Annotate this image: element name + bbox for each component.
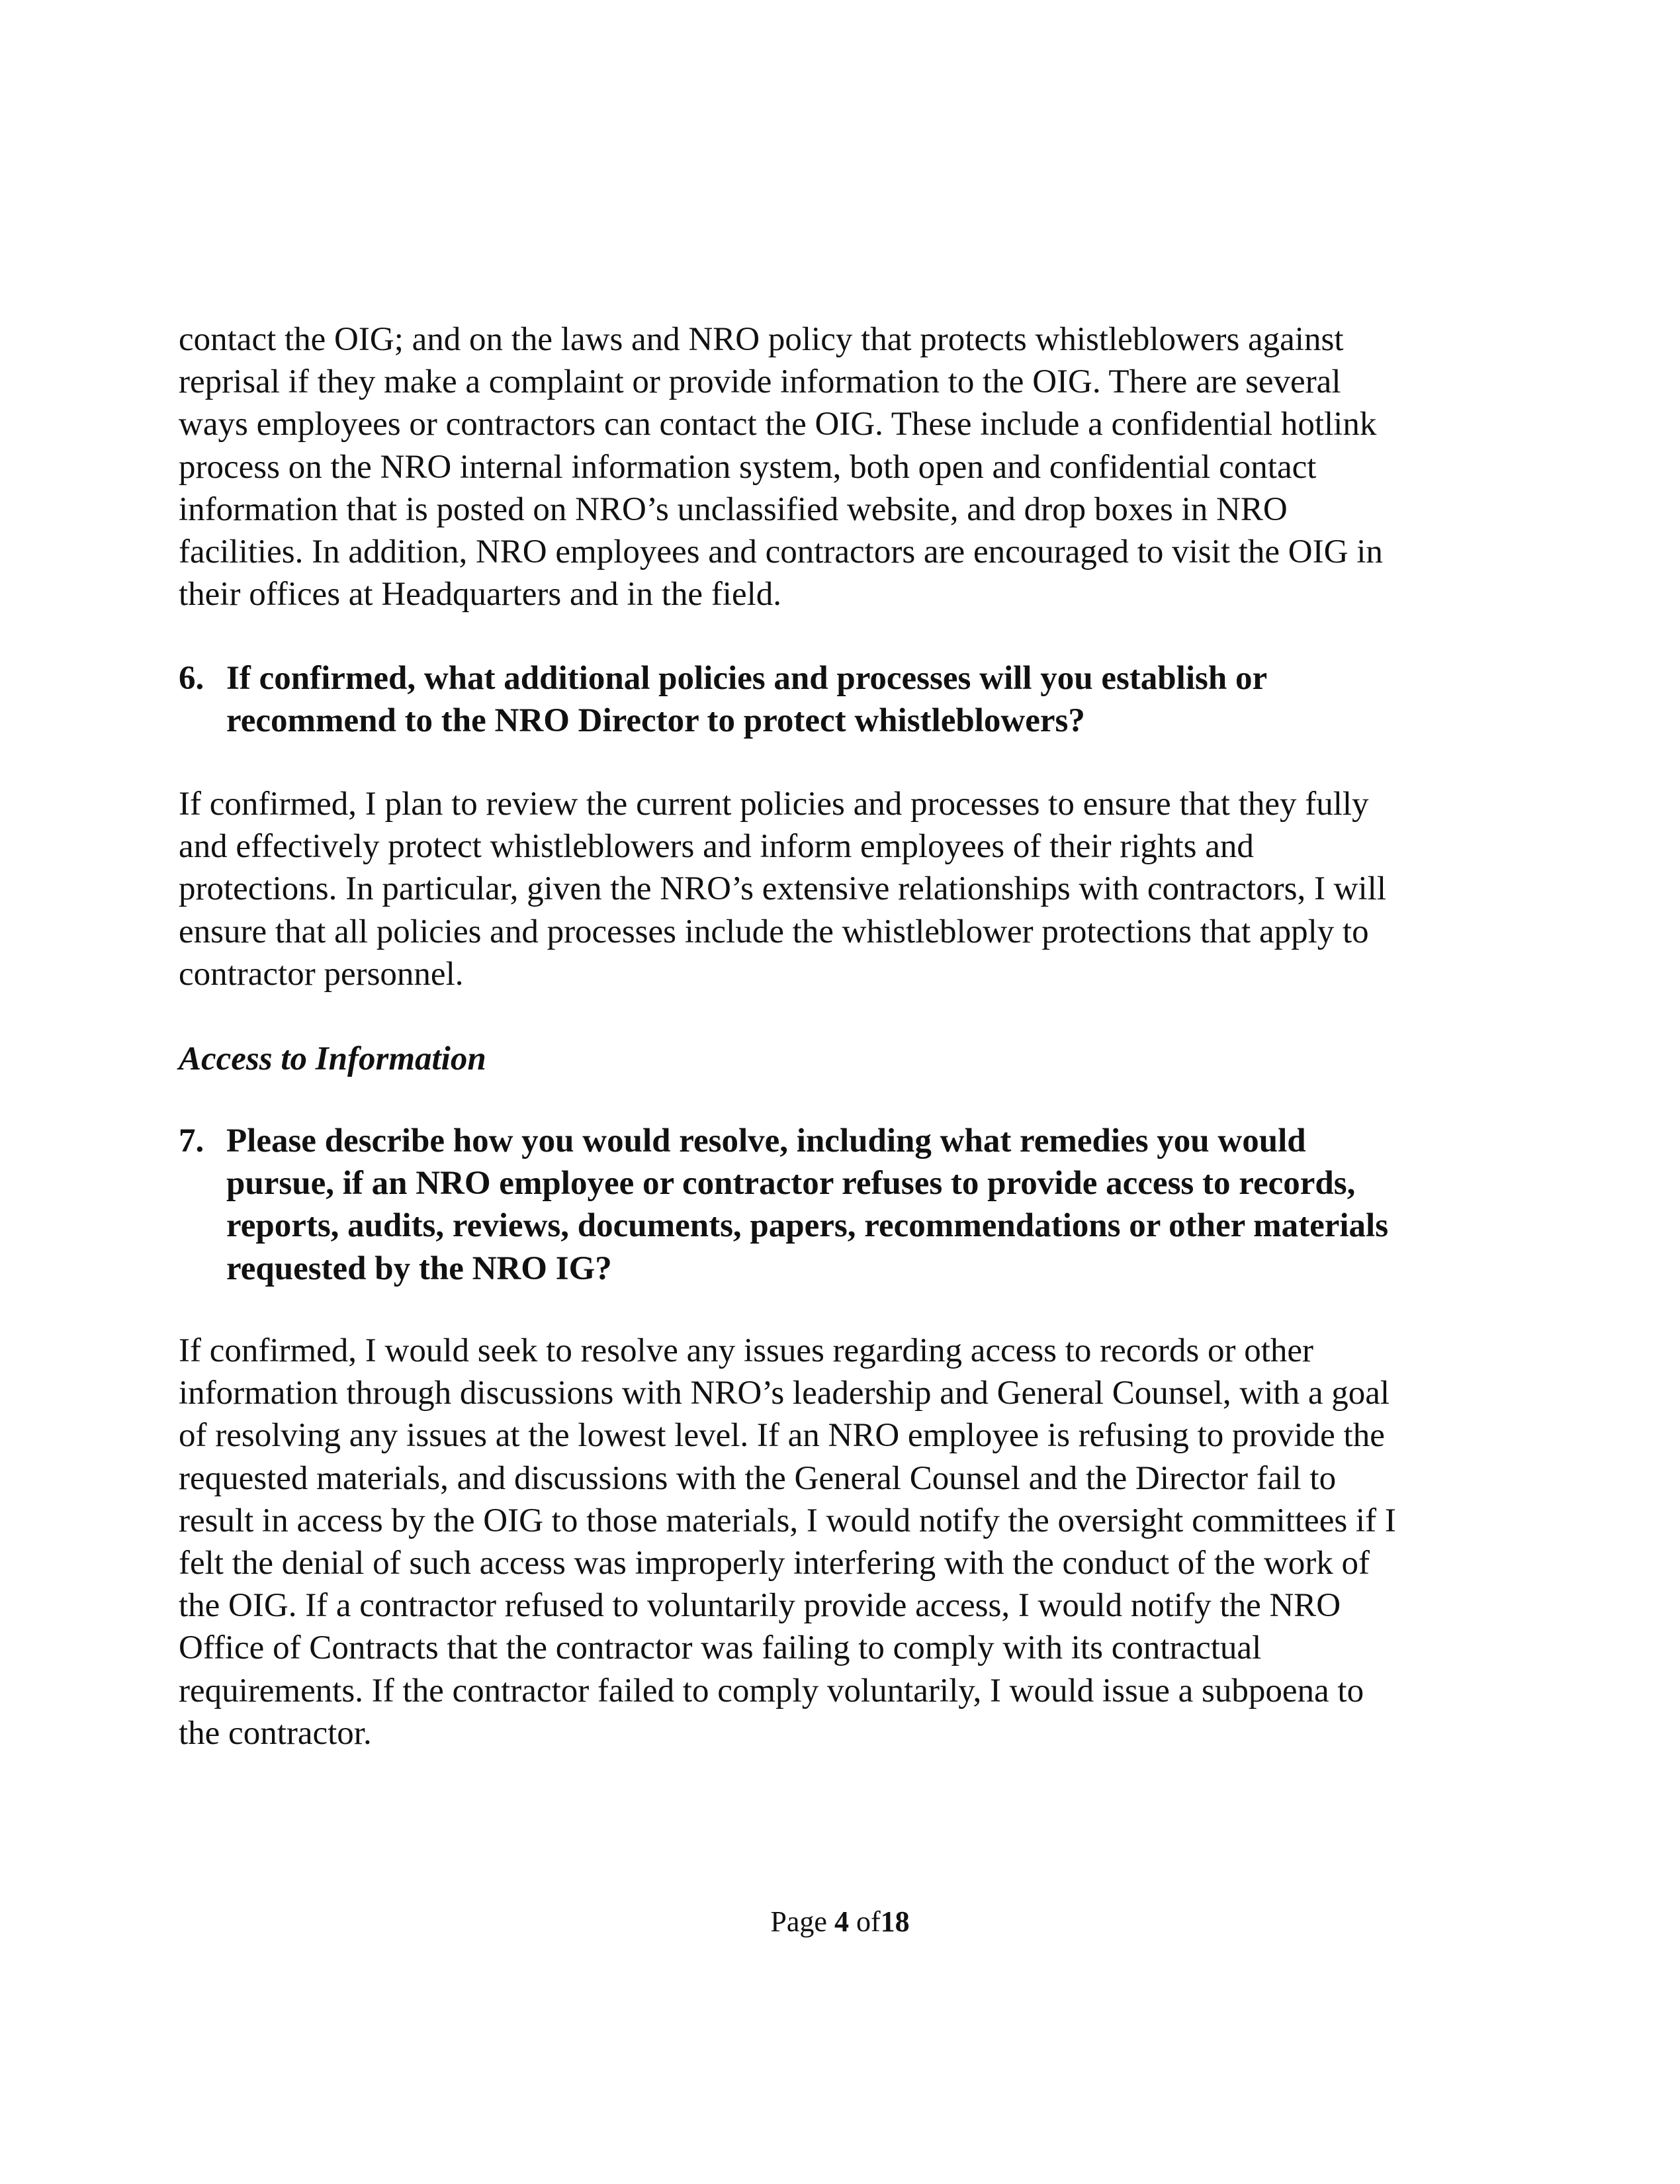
page-label: Page	[770, 1905, 827, 1938]
page-current: 4	[834, 1905, 849, 1938]
question-number: 6.	[179, 660, 204, 697]
page-footer	[0, 1905, 1680, 1938]
text-line: result in access by the OIG to those materials, I would notify the oversight committees if I	[179, 1502, 1396, 1539]
section-heading: Access to Information	[179, 1040, 486, 1077]
text-line: ensure that all policies and processes include the whistleblower protections that apply to	[179, 913, 1369, 950]
answer-paragraph-6	[179, 783, 1386, 995]
page-of: of	[856, 1905, 881, 1938]
text-line: If confirmed, I plan to review the current policies and processes to ensure that they fully	[179, 786, 1369, 823]
text-line: and effectively protect whistleblowers and inform employees of their rights and	[179, 828, 1254, 866]
text-line: requested materials, and discussions with the General Counsel and the Director fail to	[179, 1459, 1337, 1497]
question-text	[226, 1120, 1388, 1290]
text-line: contact the OIG; and on the laws and NRO policy that protects whistleblowers against	[179, 321, 1344, 358]
text-line: Please describe how you would resolve, including what remedies you would	[226, 1122, 1306, 1160]
text-line: reports, audits, reviews, documents, papers, recommendations or other materials	[226, 1207, 1389, 1245]
text-line: their offices at Headquarters and in the field.	[179, 576, 782, 614]
text-line: contractor personnel.	[179, 955, 464, 993]
text-line: the OIG. If a contractor refused to voluntarily provide access, I would notify the NRO	[179, 1587, 1341, 1625]
text-line: felt the denial of such access was improperly interfering with the conduct of the work of	[179, 1544, 1370, 1582]
text-line: information that is posted on NRO’s unclassified website, and drop boxes in NRO	[179, 490, 1288, 528]
text-line: If confirmed, what additional policies and processes will you establish or	[226, 660, 1268, 697]
question-text	[226, 657, 1267, 742]
page-total: 18	[880, 1905, 910, 1938]
text-line: If confirmed, I would seek to resolve any issues regarding access to records or other	[179, 1332, 1313, 1369]
text-line: ways employees or contractors can contact the OIG. These include a confidential hotlink	[179, 406, 1377, 443]
answer-paragraph-7	[179, 1330, 1396, 1754]
text-line: reprisal if they make a complaint or provide information to the OIG. There are several	[179, 363, 1341, 401]
text-line: recommend to the NRO Director to protect whistleblowers?	[226, 702, 1085, 740]
text-line: process on the NRO internal information system, both open and confidential contact	[179, 448, 1317, 486]
text-line: facilities. In addition, NRO employees and contractors are encouraged to visit the OIG in	[179, 533, 1383, 570]
text-line: information through discussions with NRO’s leadership and General Counsel, with a goal	[179, 1375, 1390, 1412]
text-line: of resolving any issues at the lowest level. If an NRO employee is refusing to provide the	[179, 1417, 1385, 1455]
text-line: Office of Contracts that the contractor was failing to comply with its contractual	[179, 1629, 1262, 1667]
text-line: protections. In particular, given the NRO’s extensive relationships with contractors, I will	[179, 870, 1387, 908]
text-line: requirements. If the contractor failed to comply voluntarily, I would issue a subpoena to	[179, 1672, 1364, 1709]
question-number: 7.	[179, 1122, 204, 1160]
text-line: pursue, if an NRO employee or contractor refuses to provide access to records,	[226, 1165, 1356, 1203]
text-line: requested by the NRO IG?	[226, 1250, 612, 1287]
text-line: the contractor.	[179, 1714, 372, 1752]
answer-paragraph-5	[179, 318, 1383, 615]
